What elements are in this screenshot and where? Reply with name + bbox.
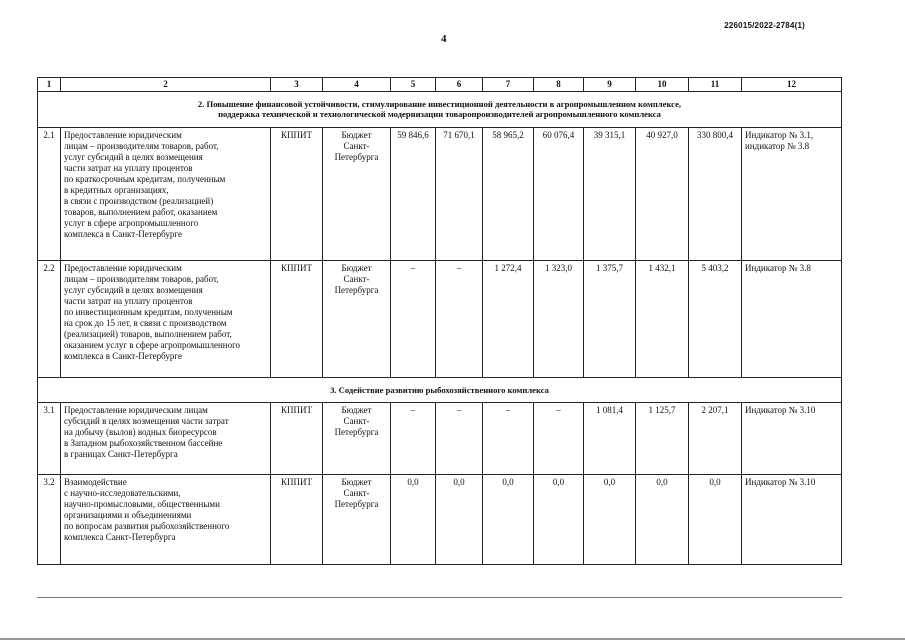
- indicator-cell-line: индикатор № 3.8: [745, 140, 810, 151]
- funding-source-line: Петербурга: [334, 499, 379, 510]
- indicator-cell-line: Индикатор № 3.1,: [745, 129, 814, 140]
- funding-value-cell: 1 375,7: [584, 260, 636, 377]
- funding-value-cell: 1 081,4: [584, 403, 636, 475]
- activity-description-line: лицам – производителям товаров, работ,: [64, 140, 219, 151]
- program-activities-table: [37, 77, 842, 565]
- funding-value-cell: 0,0: [636, 475, 689, 565]
- funding-source: [323, 475, 391, 565]
- funding-value-cell: 0,0: [483, 475, 534, 565]
- indicator-cell: [742, 127, 842, 260]
- indicator-cell: [742, 475, 842, 565]
- activity-description-line: по вопросам развития рыбохозяйственного: [64, 521, 230, 532]
- funding-source-line: Санкт-: [343, 488, 370, 499]
- activity-description-line: Предоставление юридическим: [64, 262, 182, 273]
- funding-value-cell: 0,0: [436, 475, 483, 565]
- funding-value-cell: 71 670,1: [436, 127, 483, 260]
- header-cell: 4: [323, 78, 391, 92]
- funding-value-cell: –: [534, 403, 584, 475]
- funding-value-cell: 0,0: [689, 475, 742, 565]
- activity-description-line: субсидий в целях возмещения части затрат: [64, 416, 229, 427]
- activity-description-line: части затрат на уплату процентов: [64, 295, 193, 306]
- activity-description-line: в Западном рыбохозяйственном бассейне: [64, 438, 223, 449]
- activity-description-line: комплекса Санкт-Петербурга: [64, 532, 176, 543]
- funding-source-line: Бюджет: [341, 129, 372, 140]
- activity-description-line: услуг субсидий в целях возмещения: [64, 284, 203, 295]
- executor-cell: КППИТ: [271, 260, 323, 377]
- funding-source: [323, 403, 391, 475]
- indicator-cell: [742, 403, 842, 475]
- section-2-title-line: 2. Повышение финансовой устойчивости, стимулирование инвестиционной деятельности в агропромышленном комплексе,: [197, 99, 682, 109]
- activity-description-line: Предоставление юридическим лицам: [64, 405, 208, 416]
- activity-number: 2.1: [38, 127, 61, 260]
- header-cell: 9: [584, 78, 636, 92]
- funding-value-cell: 0,0: [584, 475, 636, 565]
- activity-description-line: (реализацией) товаров, выполнением работ,: [64, 328, 232, 339]
- funding-source-line: Петербурга: [334, 284, 379, 295]
- funding-value-cell: –: [483, 403, 534, 475]
- table-row: [38, 260, 842, 377]
- funding-value-cell: 0,0: [391, 475, 436, 565]
- activity-description-line: на срок до 15 лет, в связи с производством: [64, 317, 227, 328]
- document-id: 226015/2022-2784(1): [724, 21, 805, 30]
- activity-description: [61, 260, 271, 377]
- funding-source-line: Петербурга: [334, 151, 379, 162]
- header-cell: 8: [534, 78, 584, 92]
- activity-description-line: оказанием услуг в сфере агропромышленного: [64, 339, 241, 350]
- activity-description-line: научно-промысловыми, общественными: [64, 499, 220, 510]
- table-row: [38, 127, 842, 260]
- section-3-title: 3. Содействие развитию рыбохозяйственного комплекса: [38, 377, 842, 402]
- funding-source-line: Петербурга: [334, 427, 379, 438]
- indicator-cell-line: Индикатор № 3.10: [745, 477, 816, 488]
- activity-description-line: Взаимодействие: [64, 477, 127, 488]
- indicator-cell-line: Индикатор № 3.10: [745, 405, 816, 416]
- activity-description-line: с научно-исследовательскими,: [64, 488, 181, 499]
- activity-description-line: Предоставление юридическим: [64, 129, 182, 140]
- activity-description-line: по инвестиционным кредитам, полученным: [64, 306, 233, 317]
- funding-value-cell: –: [391, 403, 436, 475]
- activity-description-line: части затрат на уплату процентов: [64, 162, 193, 173]
- table-row: [38, 403, 842, 475]
- funding-value-cell: –: [436, 260, 483, 377]
- funding-value-cell: –: [436, 403, 483, 475]
- activity-description: [61, 475, 271, 565]
- indicator-cell-line: Индикатор № 3.8: [745, 262, 811, 273]
- header-cell: 12: [742, 78, 842, 92]
- activity-description-line: в связи с производством (реализацией): [64, 195, 214, 206]
- funding-value-cell: 1 125,7: [636, 403, 689, 475]
- funding-value-cell: 2 207,1: [689, 403, 742, 475]
- funding-source-line: Санкт-: [343, 416, 370, 427]
- activity-description-line: услуг субсидий в целях возмещения: [64, 151, 203, 162]
- funding-value-cell: 1 272,4: [483, 260, 534, 377]
- activity-description: [61, 403, 271, 475]
- executor-cell: КППИТ: [271, 403, 323, 475]
- funding-value-cell: 39 315,1: [584, 127, 636, 260]
- funding-source-line: Бюджет: [341, 262, 372, 273]
- funding-value-cell: 58 965,2: [483, 127, 534, 260]
- funding-value-cell: 0,0: [534, 475, 584, 565]
- activity-description-line: по краткосрочным кредитам, полученным: [64, 173, 226, 184]
- funding-source-line: Санкт-: [343, 140, 370, 151]
- activity-number: 3.2: [38, 475, 61, 565]
- activity-description-line: на добычу (вылов) водных биоресурсов: [64, 427, 217, 438]
- header-cell: 11: [689, 78, 742, 92]
- indicator-cell: [742, 260, 842, 377]
- section-2-title-line: поддержка технической и технологической модернизации товаропроизводителей агропромышленного комплекса: [218, 109, 661, 120]
- section-2-header-row: [38, 92, 842, 128]
- page-bottom-edge: [37, 597, 842, 598]
- section-2-title: [38, 92, 842, 128]
- funding-value-cell: 40 927,0: [636, 127, 689, 260]
- funding-value-cell: 5 403,2: [689, 260, 742, 377]
- funding-value-cell: 330 800,4: [689, 127, 742, 260]
- activity-number: 2.2: [38, 260, 61, 377]
- funding-source-line: Бюджет: [341, 405, 372, 416]
- funding-value-cell: 1 432,1: [636, 260, 689, 377]
- funding-source: [323, 260, 391, 377]
- funding-source-line: Бюджет: [341, 477, 372, 488]
- header-cell: 6: [436, 78, 483, 92]
- funding-value-cell: 60 076,4: [534, 127, 584, 260]
- executor-cell: КППИТ: [271, 475, 323, 565]
- activity-number: 3.1: [38, 403, 61, 475]
- activity-description-line: услуг в сфере агропромышленного: [64, 217, 199, 228]
- activity-description-line: комплекса в Санкт-Петербурге: [64, 350, 182, 361]
- funding-source-line: Санкт-: [343, 273, 370, 284]
- executor-cell: КППИТ: [271, 127, 323, 260]
- funding-value-cell: 59 846,6: [391, 127, 436, 260]
- activity-description-line: организациями и объединениями: [64, 510, 192, 521]
- column-number-header-row: [38, 78, 842, 92]
- header-cell: 7: [483, 78, 534, 92]
- table-row: [38, 475, 842, 565]
- header-cell: 10: [636, 78, 689, 92]
- header-cell: 1: [38, 78, 61, 92]
- activity-description-line: товаров, выполнением работ, оказанием: [64, 206, 218, 217]
- activity-description: [61, 127, 271, 260]
- funding-value-cell: –: [391, 260, 436, 377]
- activity-description-line: комплекса в Санкт-Петербурге: [64, 228, 182, 239]
- activity-description-line: лицам – производителям товаров, работ,: [64, 273, 219, 284]
- header-cell: 2: [61, 78, 271, 92]
- header-cell: 5: [391, 78, 436, 92]
- funding-source: [323, 127, 391, 260]
- section-3-header-row: [38, 377, 842, 402]
- funding-value-cell: 1 323,0: [534, 260, 584, 377]
- activity-description-line: в кредитных организациях,: [64, 184, 169, 195]
- activity-description-line: в границах Санкт-Петербурга: [64, 449, 178, 460]
- page-number: 4: [441, 33, 447, 45]
- header-cell: 3: [271, 78, 323, 92]
